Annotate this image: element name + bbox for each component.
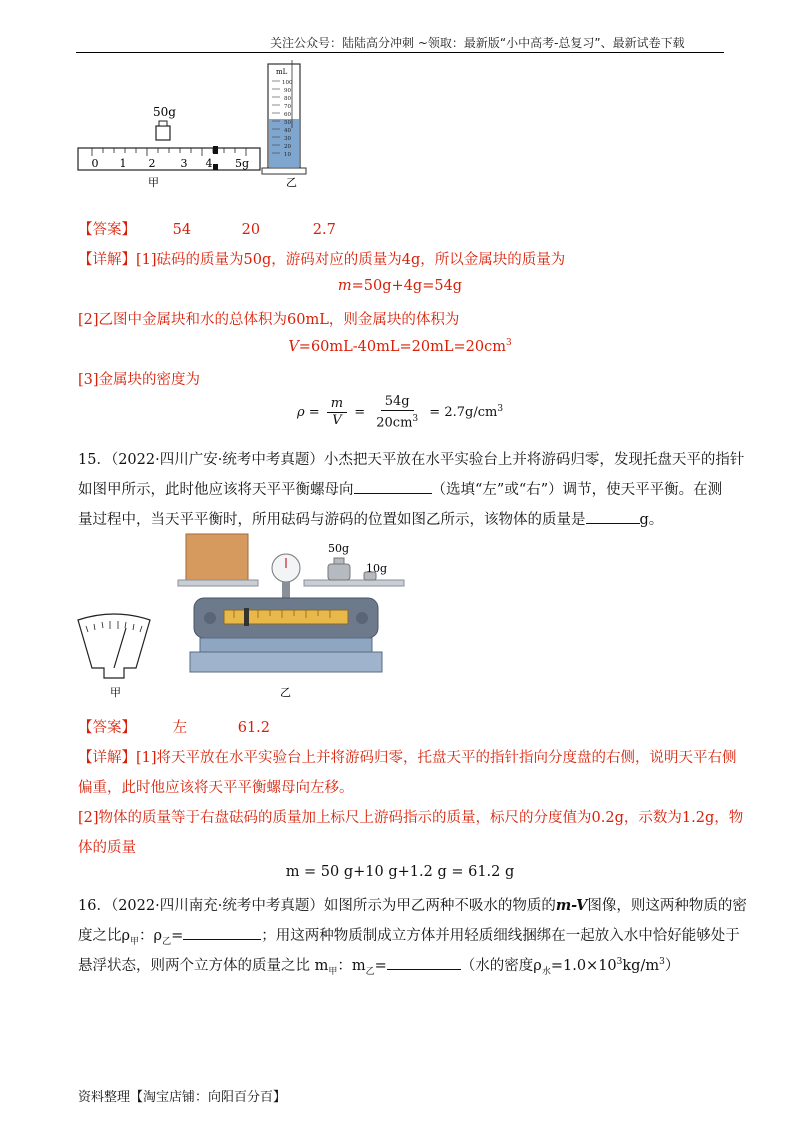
page-footer: 资料整理【淘宝店铺：向阳百分百】: [78, 1090, 287, 1105]
q15-detail-line2: 偏重，此时他应该将天平平衡螺母向左移。: [78, 780, 354, 796]
tick-3: 3: [180, 157, 188, 170]
tick-0: 0: [91, 157, 99, 170]
q15-formula: m = 50 g+10 g+1.2 g = 61.2 g: [285, 864, 515, 880]
svg-text:50: 50: [284, 120, 291, 126]
rider: [244, 608, 249, 626]
q14-answer: [78, 218, 336, 239]
q14-detail-line2: [2]乙图中金属块和水的总体积为60mL，则金属块的体积为: [78, 312, 460, 328]
label-jia: 甲: [148, 176, 159, 189]
figure-15: [74, 528, 414, 704]
dial-plate: [78, 614, 150, 678]
label-50g: 50g: [328, 542, 350, 555]
svg-text:20: 20: [284, 144, 291, 150]
q15-line2: 如图甲所示，此时他应该将天平平衡螺母向 （选填“左”或“右”）调节，使天平平衡。在测: [78, 482, 723, 498]
svg-text:30: 30: [284, 136, 291, 142]
label-jia: 甲: [110, 686, 121, 699]
svg-text:40: 40: [284, 128, 291, 134]
q15-blank-1[interactable]: [354, 481, 432, 494]
svg-text:90: 90: [284, 88, 291, 94]
label-10g: 10g: [366, 562, 388, 575]
answer-2: 20: [241, 222, 261, 238]
q14-formula-1: m=50g+4g=54g: [337, 278, 463, 294]
q14-formula-2: $V=60mL-40mL=20mL=20cm^3$: [288, 338, 512, 355]
answer-tag: 【答案】: [78, 222, 136, 238]
water-level: [269, 119, 299, 167]
answer-3: 2.7: [312, 222, 336, 238]
q15-detail-line4: 体的质量: [78, 840, 136, 856]
q15-line1: 15．（2022·四川广安·统考中考真题）小杰把天平放在水平实验台上并将游码归零，发现托盘天平的指针: [78, 452, 745, 468]
beam-scale: [224, 610, 348, 624]
svg-text:60: 60: [284, 112, 291, 118]
svg-text:70: 70: [284, 104, 291, 110]
q14-detail-line1: 【详解】[1]砝码的质量为50g，游码对应的质量为4g，所以金属块的质量为: [78, 252, 566, 268]
q15-blank-2[interactable]: [586, 511, 640, 524]
label-yi: 乙: [286, 176, 297, 189]
tick-4: 4: [205, 157, 213, 170]
q15-detail-line3: [2]物体的质量等于右盘砝码的质量加上标尺上游码指示的质量，标尺的分度值为0.2g，示数为1.2g，物: [78, 810, 744, 826]
label-yi: 乙: [280, 686, 291, 699]
tick-2: 2: [148, 157, 156, 170]
q16-line1: 16．（2022·四川南充·统考中考真题）如图所示为甲乙两种不吸水的物质的m-V图像，则这两种物质的密: [78, 897, 747, 914]
q16-blank-1[interactable]: [183, 927, 261, 940]
header-divider: [76, 52, 724, 53]
tick-5: 5g: [234, 157, 250, 170]
figure-14: [74, 58, 324, 190]
q15-answer: 【答案】 左 61.2: [78, 720, 271, 736]
weight-label: 50g: [153, 105, 176, 119]
rider-marker: [213, 146, 218, 154]
q15-detail-line1: 【详解】[1]将天平放在水平实验台上并将游码归零，托盘天平的指针指向分度盘的右侧，说明天平右侧: [78, 750, 737, 766]
q16-line2: 度之比$\rho_甲$：$\rho_乙=$ ；用这两种物质制成立方体并用轻质细线捆绑在一起放入水中恰好能够处于: [78, 928, 740, 947]
weight-50g: [156, 126, 170, 140]
svg-text:10: 10: [284, 152, 291, 158]
weight-50g: [328, 564, 350, 580]
answer-1: 54: [172, 222, 192, 238]
q14-detail-line3: [3]金属块的密度为: [78, 372, 201, 388]
q16-blank-2[interactable]: [387, 957, 461, 970]
svg-text:100: 100: [282, 80, 293, 86]
q14-formula-3: ρ = $\frac{m}{V}$ = $\frac{54g}{20cm^3}$ = $2.7g/cm^3$: [296, 394, 504, 431]
tick-1: 1: [119, 157, 127, 170]
svg-text:80: 80: [284, 96, 291, 102]
cylinder-unit: mL: [276, 68, 288, 76]
q16-line3: 悬浮状态，则两个立方体的质量之比 $m_甲$：$m_乙=$ （水的密度$\rho_水=1.0\times 10^3kg/m^3$）: [78, 957, 680, 977]
page-header: 关注公众号：陆陆高分冲刺 ~领取：最新版“小中高考-总复习”、最新试卷下载: [270, 36, 685, 50]
q15-line3: 量过程中，当天平平衡时，所用砝码与游码的位置如图乙所示，该物体的质量是 g。: [78, 512, 664, 528]
